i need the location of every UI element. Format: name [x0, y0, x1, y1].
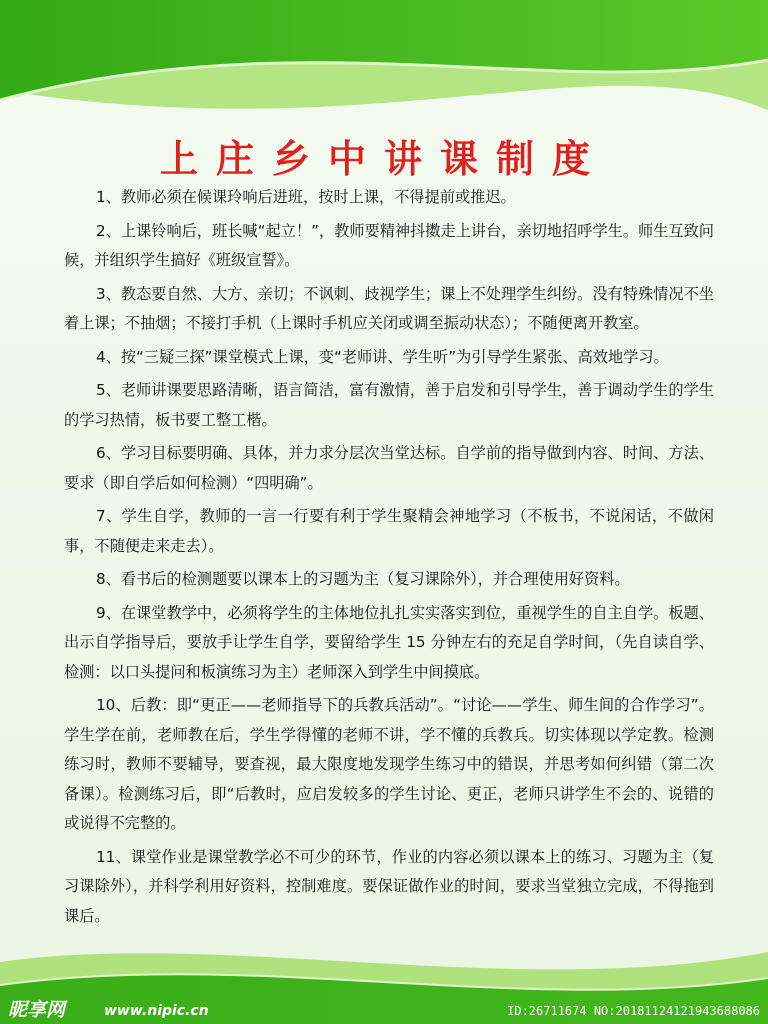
image-id-label: ID:26711674 NO:20181124121943688086: [507, 1004, 760, 1018]
rule-paragraph-1: 1、教师必须在候课玲响后进班，按时上课，不得提前或推迟。: [96, 188, 516, 206]
page-title: 上庄乡中讲课制度: [159, 136, 608, 181]
watermark-footer: [0, 994, 768, 1024]
rule-paragraph-6: 6、学习目标要明确、具体，并力求分层次当堂达标。自学前的指导做到内容、时间、方法、要求（即自学后如何检测）“四明确”。: [64, 444, 714, 492]
rule-paragraph-2: 2、上课铃响后，班长喊“起立！”，教师要精神抖擞走上讲台，亲切地招呼学生。师生互致问候，并组织学生搞好《班级宣誓》。: [64, 221, 714, 269]
rule-paragraph-9: 9、在课堂教学中，必须将学生的主体地位扎扎实实落实到位，重视学生的自主自学。板题、出示自学指导后，要放手让学生自学，要留给学生 15 分钟左右的充足自学时间，（先自读自学、检测：以口头提问和板演练习为主）老师深入到学生中间摸底。: [64, 603, 714, 681]
nipic-logo: 昵享网: [8, 999, 66, 1021]
rule-paragraph-8: 8、看书后的检测题要以课本上的习题为主（复习课除外），并合理使用好资料。: [96, 570, 630, 588]
rule-paragraph-7: 7、学生自学，教师的一言一行要有利于学生聚精会神地学习（不板书，不说闲话，不做闲事，不随便走来走去）。: [64, 507, 714, 555]
rule-paragraph-4: 4、按“三疑三探”课堂模式上课，变“老师讲、学生听”为引导学生紧张、高效地学习。: [96, 347, 669, 366]
watermark-url[interactable]: www.nipic.cn: [104, 1003, 209, 1019]
rule-paragraph-5: 5、老师讲课要思路清晰，语言简洁，富有激情，善于启发和引导学生，善于调动学生的学生的学习热情，板书要工整工楷。: [64, 381, 714, 429]
rule-paragraph-3: 3、教态要自然、大方、亲切；不讽刺、歧视学生；课上不处理学生纠纷。没有特殊情况不坐着上课；不抽烟；不接打手机（上课时手机应关闭或调至振动状态）；不随便离开教室。: [64, 284, 714, 332]
rule-paragraph-11: 11、课堂作业是课堂教学必不可少的环节，作业的内容必须以课本上的练习、习题为主（复习课除外），并科学利用好资料，控制难度。要保证做作业的时间，要求当堂独立完成，不得拖到课后。: [64, 847, 714, 925]
rules-content: [64, 183, 714, 935]
rule-paragraph-10: 10、后教：即“更正——老师指导下的兵教兵活动”。“讨论——学生、师生间的合作学习”。学生学在前，老师教在后，学生学得懂的老师不讲，学不懂的兵教兵。切实体现以学定教。检测练习时，教师不要辅导，要查视，最大限度地发现学生练习中的错误，并思考如何纠错（第二次备课）。检测练习后，即“后教时，应启发较多的学生讨论、更正，老师只讲学生不会的、说错的或说得不完整的。: [64, 696, 714, 832]
